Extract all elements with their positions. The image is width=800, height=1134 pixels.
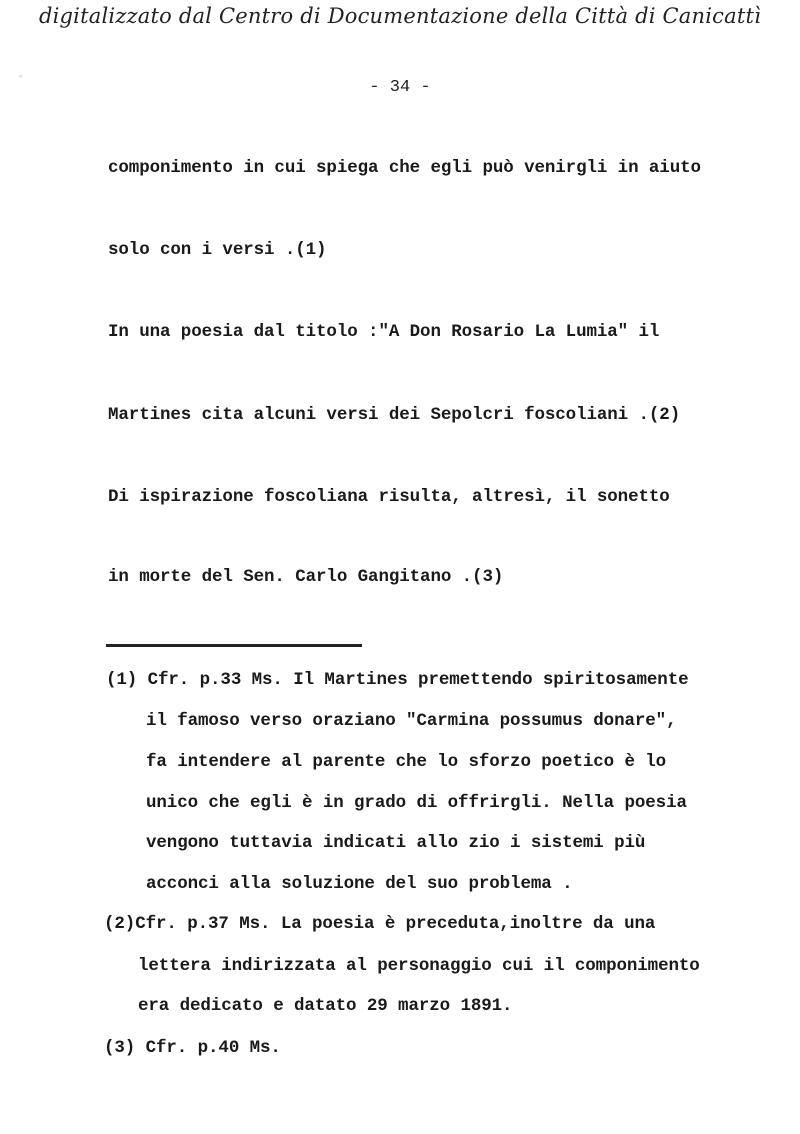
footnote-separator bbox=[106, 644, 362, 647]
digitization-watermark: digitalizzato dal Centro di Documentazione della Città di Canicattì bbox=[38, 4, 762, 28]
page-number: - 34 - bbox=[369, 78, 431, 97]
scan-mark: ° bbox=[18, 74, 24, 84]
body-line: Martines cita alcuni versi dei Sepolcri foscoliani .(2) bbox=[108, 405, 681, 425]
body-line: componimento in cui spiega che egli può venirgli in aiuto bbox=[108, 158, 701, 178]
footnote-line: fa intendere al parente che lo sforzo poetico è lo bbox=[146, 752, 667, 772]
footnote-line: era dedicato e datato 29 marzo 1891. bbox=[138, 996, 513, 1016]
footnote-line: vengono tuttavia indicati allo zio i sistemi più bbox=[146, 833, 646, 853]
footnote-line: (3) Cfr. p.40 Ms. bbox=[104, 1038, 281, 1058]
footnote-line: unico che egli è in grado di offrirgli. Nella poesia bbox=[146, 793, 687, 813]
body-line: solo con i versi .(1) bbox=[108, 240, 327, 260]
body-line: in morte del Sen. Carlo Gangitano .(3) bbox=[108, 567, 504, 587]
body-line: In una poesia dal titolo :"A Don Rosario La Lumia" il bbox=[108, 322, 660, 342]
footnote-line: lettera indirizzata al personaggio cui il componimento bbox=[138, 956, 700, 976]
body-line: Di ispirazione foscoliana risulta, altresì, il sonetto bbox=[108, 487, 670, 507]
footnote-line: acconci alla soluzione del suo problema . bbox=[146, 874, 573, 894]
footnote-line: (2)Cfr. p.37 Ms. La poesia è preceduta,inoltre da una bbox=[104, 914, 656, 934]
footnote-line: (1) Cfr. p.33 Ms. Il Martines premettendo spiritosamente bbox=[106, 670, 689, 690]
footnote-line: il famoso verso oraziano "Carmina possumus donare", bbox=[146, 711, 677, 731]
